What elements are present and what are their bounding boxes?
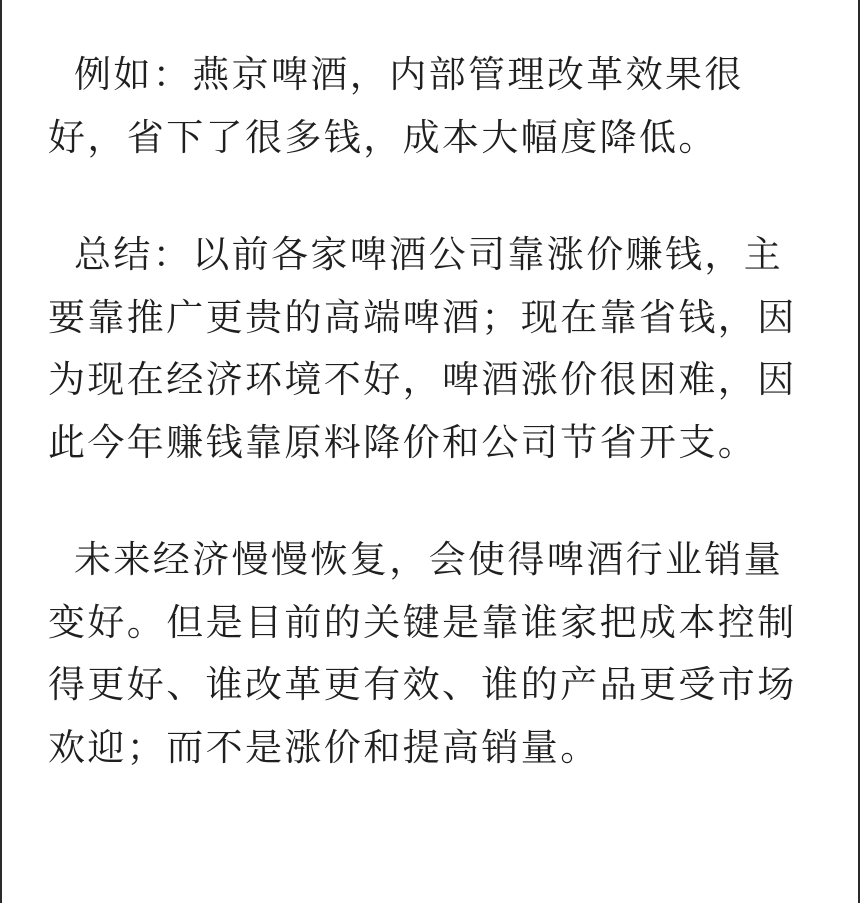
paragraph-example: 例如：燕京啤酒，内部管理改革效果很好，省下了很多钱，成本大幅度降低。 bbox=[48, 53, 744, 159]
paragraph-outlook: 未来经济慢慢恢复，会使得啤酒行业销量变好。但是目前的关键是靠谁家把成本控制得更好、谁改革更有效、谁的产品更受市场欢迎；而不是涨价和提高销量。 bbox=[48, 538, 797, 769]
article-body bbox=[48, 44, 816, 779]
left-border bbox=[0, 0, 2, 903]
paragraph-summary: 总结：以前各家啤酒公司靠涨价赚钱，主要靠推广更贵的高端啤酒；现在靠省钱，因为现在经济环境不好，啤酒涨价很困难，因此今年赚钱靠原料降价和公司节省开支。 bbox=[48, 233, 797, 464]
